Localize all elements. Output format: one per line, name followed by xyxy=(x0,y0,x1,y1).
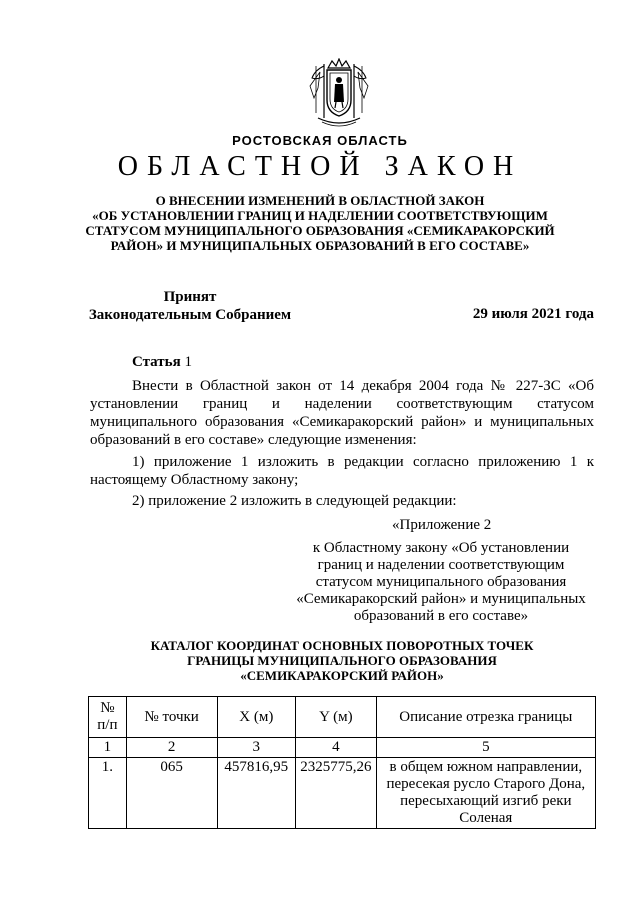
index-cell: 5 xyxy=(376,738,595,758)
column-header-description: Описание отрезка границы xyxy=(376,697,595,738)
subtitle-line: СТАТУСОМ МУНИЦИПАЛЬНОГО ОБРАЗОВАНИЯ «СЕМИКАРАКОРСКИЙ xyxy=(85,223,555,238)
row-number: 1. xyxy=(89,758,127,829)
catalog-title-line: ГРАНИЦЫ МУНИЦИПАЛЬНОГО ОБРАЗОВАНИЯ xyxy=(187,653,497,668)
adoption-label xyxy=(80,288,300,324)
row-description: в общем южном направлении, пересекая русло Старого Дона, пересыхающий изгиб реки Соленая xyxy=(376,758,595,829)
catalog-title xyxy=(90,638,594,683)
subtitle-line: РАЙОН» И МУНИЦИПАЛЬНЫХ ОБРАЗОВАНИЙ В ЕГО СОСТАВЕ» xyxy=(110,238,530,253)
adoption-label-line: Законодательным Собранием xyxy=(88,307,292,323)
article-paragraph: 2) приложение 2 изложить в следующей редакции: xyxy=(132,493,457,509)
appendix-line: «Семикаракорский район» и муниципальных xyxy=(296,591,586,607)
index-cell: 2 xyxy=(126,738,217,758)
article-heading xyxy=(132,354,192,371)
column-header-y: Y (м) xyxy=(296,697,377,738)
table-index-row xyxy=(89,738,596,758)
column-header-point: № точки xyxy=(126,697,217,738)
column-header-number-line: № xyxy=(100,700,115,716)
coordinates-table xyxy=(88,696,596,829)
table-row xyxy=(89,758,596,829)
appendix-line: статусом муниципального образования xyxy=(315,574,567,590)
adoption-date: 29 июля 2021 года xyxy=(472,306,594,322)
row-x: 457816,95 xyxy=(217,758,296,829)
coat-of-arms-icon xyxy=(306,58,372,130)
row-point: 065 xyxy=(126,758,217,829)
appendix-line: границ и наделении соответствующим xyxy=(317,557,565,573)
column-header-number-line: п/п xyxy=(97,717,118,733)
appendix-line: к Областному закону «Об установлении xyxy=(312,540,570,556)
appendix-line: образований в его составе» xyxy=(353,608,529,624)
index-cell: 3 xyxy=(217,738,296,758)
table-header-row xyxy=(89,697,596,738)
appendix-title: «Приложение 2 xyxy=(392,517,492,533)
column-header-x: X (м) xyxy=(217,697,296,738)
region-name: РОСТОВСКАЯ ОБЛАСТЬ xyxy=(232,133,408,148)
column-header-number xyxy=(89,697,127,738)
index-cell: 4 xyxy=(296,738,377,758)
subtitle-line: О ВНЕСЕНИИ ИЗМЕНЕНИЙ В ОБЛАСТНОЙ ЗАКОН xyxy=(155,193,485,208)
appendix-reference xyxy=(282,540,600,625)
row-y: 2325775,26 xyxy=(296,758,377,829)
index-cell: 1 xyxy=(89,738,127,758)
law-title: ОБЛАСТНОЙ ЗАКОН xyxy=(117,151,523,182)
article-label: Статья xyxy=(132,354,181,370)
catalog-title-line: «СЕМИКАРАКОРСКИЙ РАЙОН» xyxy=(240,668,444,683)
subtitle-line: «ОБ УСТАНОВЛЕНИИ ГРАНИЦ И НАДЕЛЕНИИ СООТВЕТСТВУЮЩИМ xyxy=(92,208,548,223)
adoption-label-line: Принят xyxy=(163,289,217,305)
article-number: 1 xyxy=(184,354,192,370)
law-subtitle xyxy=(70,193,570,253)
catalog-title-line: КАТАЛОГ КООРДИНАТ ОСНОВНЫХ ПОВОРОТНЫХ ТОЧЕК xyxy=(150,638,534,653)
article-paragraph: Внести в Областной закон от 14 декабря 2004 года № 227-ЗС «Об установлении границ и наделении соответствующим статусом муниципального образования «Семикаракорский район» и муниципальных образований в его составе» следующие изменения: xyxy=(90,378,594,448)
article-paragraph: 1) приложение 1 изложить в редакции согласно приложению 1 к настоящему Областному закону; xyxy=(90,454,594,488)
